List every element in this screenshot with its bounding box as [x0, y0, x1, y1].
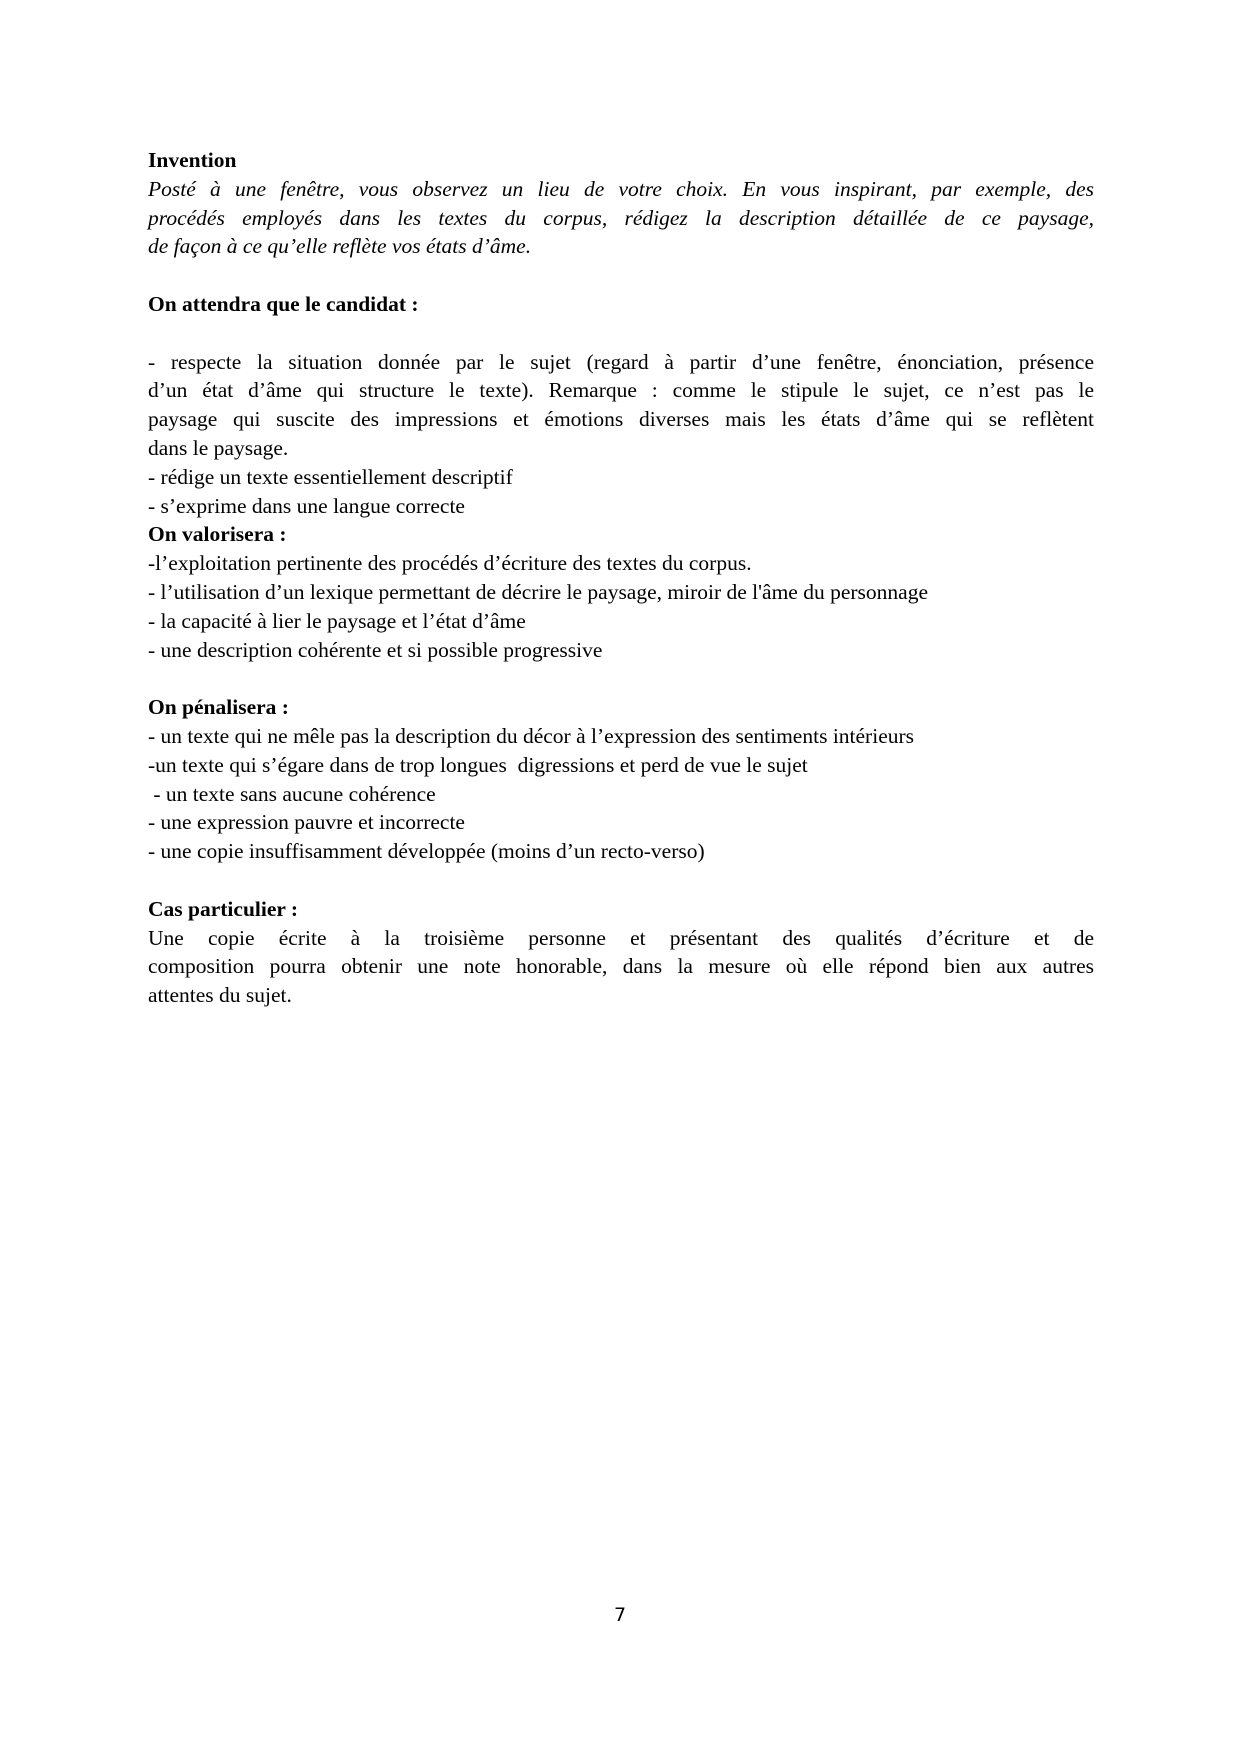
penalized-line: - un texte sans aucune cohérence	[148, 781, 436, 806]
expectation-line: - rédige un texte essentiellement descriptif	[148, 464, 513, 489]
spacer	[148, 261, 1094, 290]
expectation-line: dans le paysage.	[148, 435, 289, 460]
invention-prompt-line: Posté à une fenêtre, vous observez un lieu de votre choix. En vous inspirant, par exemple, des	[148, 176, 1094, 201]
penalized-line: - une copie insuffisamment développée (moins d’un recto-verso)	[148, 839, 705, 864]
valued-line: - la capacité à lier le paysage et l’état d’âme	[148, 608, 526, 633]
valued-heading: On valorisera :	[148, 522, 287, 547]
penalized-heading: On pénalisera :	[148, 695, 289, 720]
valued-line: - une description cohérente et si possible progressive	[148, 637, 603, 662]
special-case-heading: Cas particulier :	[148, 896, 299, 921]
spacer	[148, 319, 1094, 348]
expectation-line: d’un état d’âme qui structure le texte). Remarque : comme le stipule le sujet, ce n’est pas le	[148, 378, 1094, 403]
spacer	[148, 866, 1094, 895]
invention-prompt-line: procédés employés dans les textes du corpus, rédigez la description détaillée de ce paysage,	[148, 205, 1094, 230]
special-case-line: composition pourra obtenir une note honorable, dans la mesure où elle répond bien aux autres	[148, 954, 1094, 979]
page-number: 7	[613, 1604, 627, 1626]
penalized-line: - un texte qui ne mêle pas la description du décor à l’expression des sentiments intérieurs	[148, 723, 915, 748]
penalized-line: -un texte qui s’égare dans de trop longues digressions et perd de vue le sujet	[148, 752, 808, 777]
penalized-line: - une expression pauvre et incorrecte	[148, 810, 465, 835]
valued-line: -l’exploitation pertinente des procédés d’écriture des textes du corpus.	[148, 551, 752, 576]
expectation-line: - s’exprime dans une langue correcte	[148, 493, 465, 518]
document-body	[148, 146, 1094, 1010]
special-case-line: attentes du sujet.	[148, 983, 292, 1008]
invention-heading: Invention	[148, 148, 237, 172]
expectation-line: paysage qui suscite des impressions et émotions diverses mais les états d’âme qui se reflètent	[148, 407, 1094, 432]
special-case-line: Une copie écrite à la troisième personne et présentant des qualités d’écriture et de	[148, 925, 1094, 950]
spacer	[148, 664, 1094, 693]
expectation-line: - respecte la situation donnée par le sujet (regard à partir d’une fenêtre, énonciation, présence	[148, 349, 1094, 374]
valued-line: - l’utilisation d’un lexique permettant de décrire le paysage, miroir de l'âme du personnage	[148, 579, 928, 604]
expectations-heading: On attendra que le candidat :	[148, 291, 419, 316]
invention-prompt-line: de façon à ce qu’elle reflète vos états d’âme.	[148, 234, 532, 259]
